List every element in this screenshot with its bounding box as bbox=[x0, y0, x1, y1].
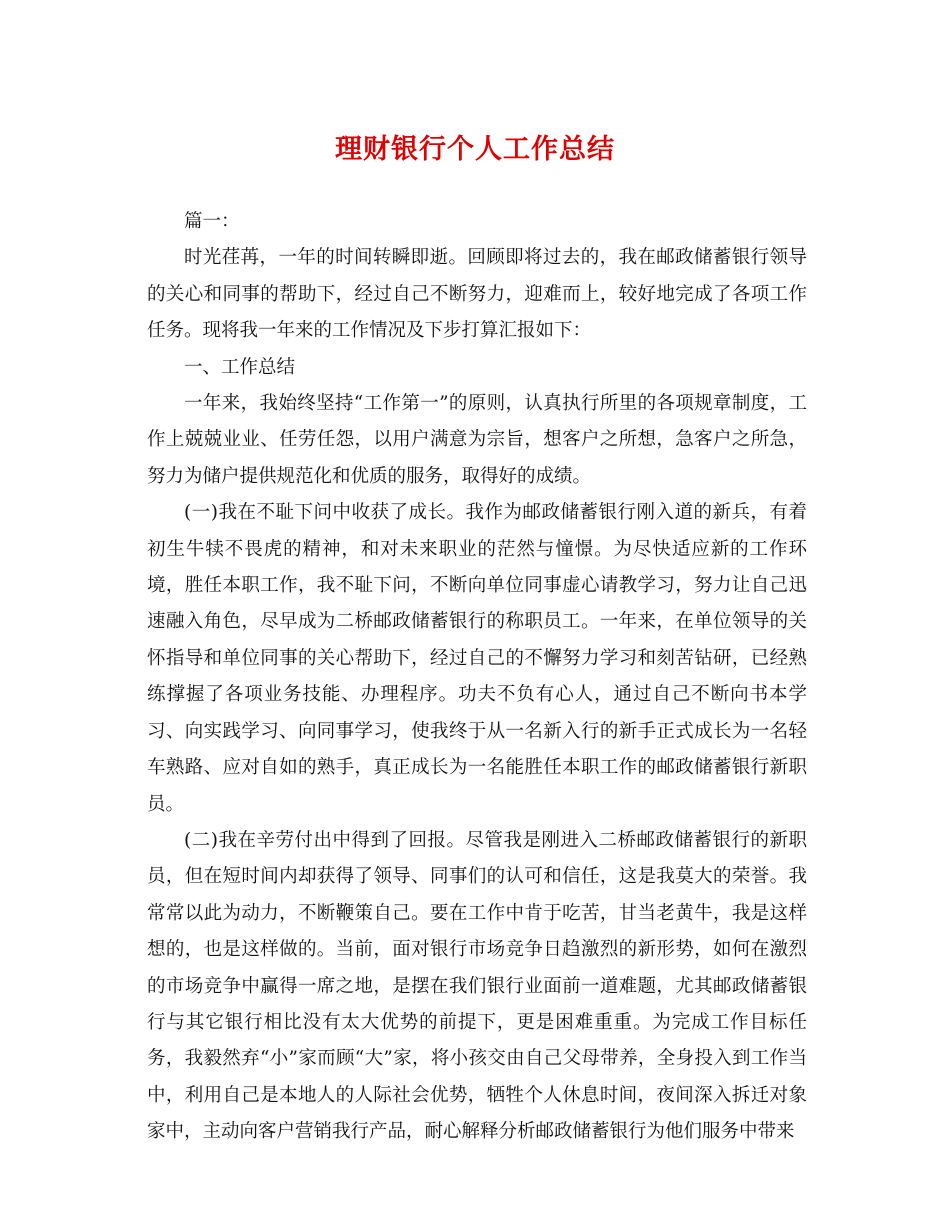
document-title: 理财银行个人工作总结 bbox=[335, 134, 615, 165]
document-body bbox=[147, 204, 807, 1151]
paragraph-intro: 时光荏苒，一年的时间转瞬即逝。回顾即将过去的，我在邮政储蓄银行领导的关心和同事的帮助下，经过自己不断努力，迎难而上，较好地完成了各项工作任务。现将我一年来的工作情况及下步打算汇报如下： bbox=[147, 247, 807, 342]
paragraph-growth: (一)我在不耻下问中收获了成长。我作为邮政储蓄银行刚入道的新兵，有着初生牛犊不畏虎的精神，和对未来职业的茫然与憧憬。为尽快适应新的工作环境，胜任本职工作，我不耻下问，不断向单位同事虚心请教学习，努力让自己迅速融入角色，尽早成为二桥邮政储蓄银行的称职员工。一年来，在单位领导的关怀指导和单位同事的关心帮助下，经过自己的不懈努力学习和刻苦钻研，已经熟练撑握了各项业务技能、办理程序。功夫不负有心人，通过自己不断向书本学习、向实践学习、向同事学习，使我终于从一名新入行的新手正式成长为一名轻车熟路、应对自如的熟手，真正成长为一名能胜任本职工作的邮政储蓄银行新职员。 bbox=[147, 502, 807, 815]
section-heading-work-summary: 一、工作总结 bbox=[184, 356, 296, 378]
paragraph-heading-part-one: 篇一： bbox=[184, 211, 240, 232]
paragraph-summary-overview: 一年来，我始终坚持“工作第一”的原则，认真执行所里的各项规章制度，工作上兢兢业业、任劳任怨，以用户满意为宗旨，想客户之所想，急客户之所急，努力为储户提供规范化和优质的服务，取得好的成绩。 bbox=[147, 393, 807, 487]
paragraph-rewards: (二)我在辛劳付出中得到了回报。尽管我是刚进入二桥邮政储蓄银行的新职员，但在短时间内却获得了领导、同事们的认可和信任，这是我莫大的荣誉。我常常以此为动力，不断鞭策自己。要在工作中肯于吃苦，甘当老黄牛，我是这样想的，也是这样做的。当前，面对银行市场竞争日趋激烈的新形势，如何在激烈的市场竞争中赢得一席之地，是摆在我们银行业面前一道难题，尤其邮政储蓄银行与其它银行相比没有太大优势的前提下，更是困难重重。为完成工作目标任务，我毅然弃“小”家而顾“大”家，将小孩交由自己父母带养，全身投入到工作当中，利用自己是本地人的人际社会优势，牺牲个人休息时间，夜间深入拆迁对象家中，主动向客户营销我行产品，耐心解释分析邮政储蓄银行为他们服务中带来 bbox=[147, 829, 807, 1143]
